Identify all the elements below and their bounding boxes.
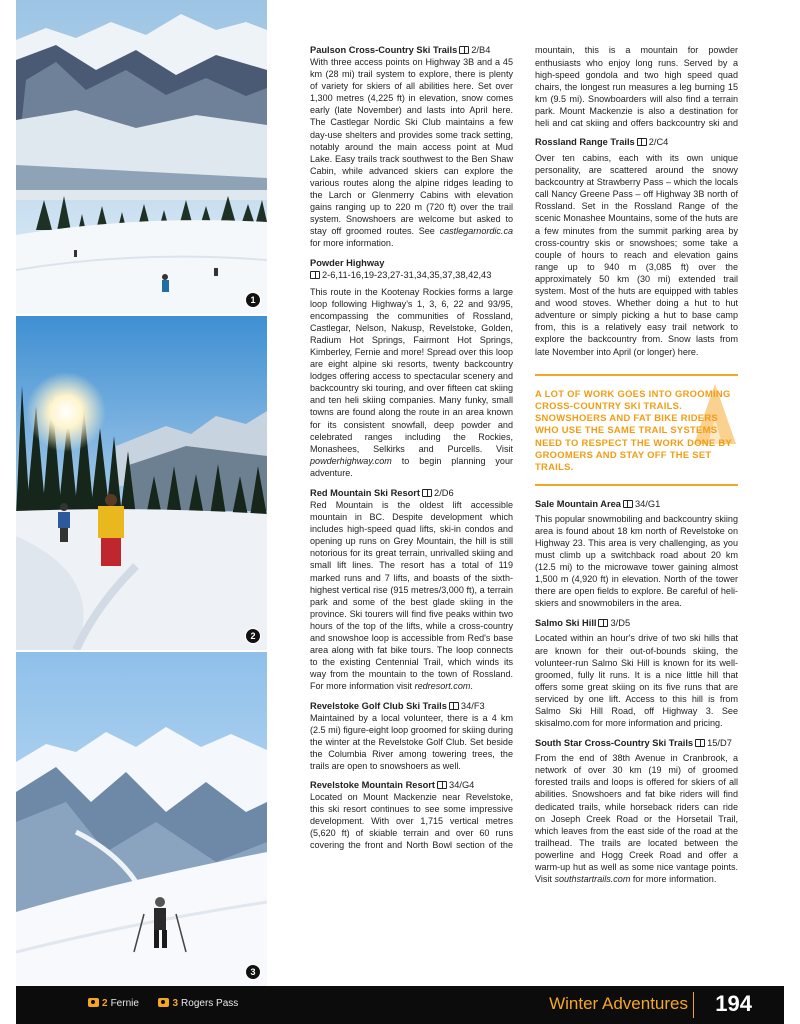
callout-text: A LOT OF WORK GOES INTO GROOMING CROSS-COUNTRY SKI TRAILS. SNOWSHOERS AND FAT BIKE RIDERS WHO USE THE SAME TRAIL SYSTEMS NEED TO RESPECT THE WORK DONE BY GROOMERS AND STAY OFF THE SET TRAILS. — [535, 387, 732, 473]
heading-salmo-ski-hill: Salmo Ski Hill 3/D5 — [535, 618, 631, 629]
callout-box — [535, 374, 738, 486]
map-book-icon — [598, 619, 608, 627]
photo-1 — [16, 0, 267, 314]
photo-2 — [16, 316, 267, 650]
footer-divider — [693, 992, 694, 1018]
page-number: 194 — [715, 991, 752, 1016]
heading-sale-mountain: Sale Mountain Area 34/G1 — [535, 498, 661, 509]
section-title: Winter Adventures — [549, 994, 688, 1013]
link-southstartrails[interactable]: southstartrails.com — [554, 874, 631, 885]
photo-3 — [16, 652, 267, 986]
page-footer — [16, 986, 784, 1024]
photo-number-2: 2 — [245, 628, 261, 644]
link-powderhighway[interactable]: powderhighway.com — [310, 455, 392, 466]
paragraph-rossland-range: Over ten cabins, each with its own unique personality, are scattered around the snowy backcountry at Strawberry Pass – which the locals call Nancy Greene Pass – off Highway 3B north of Rossland. Set in the Rossland Range of the scenic Monashee Mountains, some of the huts are a few minutes from the summit parking area by cross-country skis or snowshoes; some take a couple of hours to reach and elevation gains range up to 940 m (3,085 ft) over the approximately 50 km (30 mi) extended trail system. Most of the huts are equipped with tables and wood stoves. Whether doing a hut to hut adventure or simply picking a hut to base camp from, this is a relatively easy trail network to explore the backcountry from. Snow lasts from late November into April (or longer) here. — [535, 153, 738, 357]
powder-highway-refs: 2-6,11-16,19-23,27-31,34,35,37,38,42,43 — [310, 269, 513, 281]
paragraph-powder-highway: This route in the Kootenay Rockies forms a large loop following Highway's 1, 3, 6, 22 and 93/95, encompassing the communities of Rossland, Castlegar, Nelson, Nakusp, Revelstoke, Golden, Radium Hot Springs, Fairmont Hot Springs, Kimberley, Fernie and more! Spread over this loop are eight alpine ski resorts, twenty backcountry lodges offering access to spectacular scenery and backcountry ski touring, and over fifteen cat skiing and ten heli skiing companies. Many funky, small towns are found along the route in an area known for its consistent snowfall, deep powder and celebrated ranges including the Rockies, Monashees, Selkirks and Purcells. Visit powderhighway.com to begin planning your adventure. — [310, 286, 514, 478]
heading-red-mountain: Red Mountain Ski Resort 2/D6 — [310, 488, 454, 498]
paragraph-sale-mountain: This popular snowmobiling and backcountry skiing area is found about 18 km north of Revelstoke on Highway 23. This area is very challenging, as you must climb up a switchback road about 20 km (12.5 mi) to the microwave tower gaining almost 1,500 m (4,920 ft) in elevation. North of the tower there are open fields to explore. Be careful of heli-skiers and snowmobilers in the area. — [535, 513, 738, 609]
photo-captions — [88, 998, 238, 1009]
heading-revelstoke-resort: Revelstoke Mountain Resort 34/G4 — [310, 779, 475, 790]
caption-label: Rogers Pass — [181, 998, 239, 1009]
caption-label: Fernie — [110, 998, 139, 1009]
map-book-icon — [422, 489, 432, 497]
link-castlegarnordic[interactable]: castlegarnordic.ca — [439, 226, 513, 237]
paragraph-revelstoke-resort-part2: mountain, this is a mountain for powder enthusiasts who enjoy long runs. Served by a high-speed gondola and two high speed quad chairs, the longest run measures a leg burning 15 km (9.5 mi). Snowboarders will also find a terrain park. Mount Mackenzie is also a destination for heli and cat skiing and offers backcountry ski and — [535, 45, 738, 129]
heading-revelstoke-golf: Revelstoke Golf Club Ski Trails 34/F3 — [310, 700, 485, 711]
paragraph-red-mountain: Red Mountain is the oldest lift accessible mountain in BC. Despite development which includes high-speed quad lifts, ski-in condos and opening up runs on Grey Mountain, the hill is still notorious for its great terrain, unrivalled skiing and small lift lines. The resort has a total of 119 marked runs and 7 lifts, and boasts of the sixth-highest vertical rise (915 metres/3,000 ft), a terrain park and some of the best glade skiing in the province. Ski tourers will find five peaks within two hours of the top of the lifts, while a cross-country and snowshoe loop is accessible from Red's base area along with fat bike tours. The loop connects to the existing Centennial Trail, which winds its way from the mountain to the town of Rossland. For more information visit redresort.com. — [310, 500, 513, 692]
text-column-left — [310, 44, 513, 858]
heading-paulson: Paulson Cross-Country Ski Trails 2/B4 — [310, 45, 491, 55]
caption-number: 3 — [172, 998, 179, 1009]
photo-number-3: 3 — [245, 964, 261, 980]
caption-number: 2 — [102, 998, 108, 1009]
heading-south-star: South Star Cross-Country Ski Trails 15/D7 — [535, 738, 732, 749]
map-book-icon — [695, 739, 705, 747]
camera-icon — [88, 998, 99, 1007]
camera-icon — [158, 998, 169, 1007]
photo-number-1: 1 — [245, 292, 261, 308]
map-book-icon — [437, 781, 447, 789]
link-redresort[interactable]: redresort.com — [414, 681, 471, 692]
text-column-right — [535, 44, 738, 892]
map-book-icon — [449, 702, 459, 710]
paragraph-south-star: From the end of 38th Avenue in Cranbrook, a network of over 30 km (19 mi) of groomed forested trails and loops is offered for skiers of all abilities. Snowshoers and fat bike riders will find dedicated trails, while horseback riders can ride on Joseph Creek Road or the Horsetail Trail, which leaves from the east side of the road at the trailhead. The trails are located between the powerline and Hogg Creek Road and offer a warm-up hut as well as some nice vantage points. Visit southstartrails.com for more information. — [535, 753, 738, 885]
map-book-icon — [310, 271, 320, 279]
heading-rossland-range: Rossland Range Trails 2/C4 — [535, 137, 669, 147]
paragraph-revelstoke-golf: Maintained by a local volunteer, there is a 4 km (2.5 mi) figure-eight loop groomed for skiing during the winter at the Revelstoke Golf Club. Set beside the Columbia River among towering trees, the trails are open to snowshoers as well. — [310, 712, 513, 771]
paragraph-salmo-ski-hill: Located within an hour's drive of two ski hills that are known for their out-of-bounds skiing, the volunteer-run Salmo Ski Hill is known for its well-groomed, fully lit runs. It is a nice little hill that offers some great skiing on its five runs that are serviced by one lift. Access to this hill is from Salmo Ski Hill Road, off Highway 3. See skisalmo.com for more information and pricing. — [535, 633, 738, 729]
heading-powder-highway: Powder Highway — [310, 257, 385, 268]
map-book-icon — [637, 138, 647, 146]
paragraph-paulson: With three access points on Highway 3B and a 45 km (28 mi) trail system to explore, there is plenty of variety for skiers of all abilities here. Set over 1,300 metres (4,225 ft) in elevation, snow comes early (late November) and lasts into April here. The Castlegar Nordic Ski Club maintains a few day-use shelters and provides some track setting, notably around the main access point at Mud Lake. Easy trails track southwest to the Ben Shaw Cabin, while advanced skiers can explore the various routes along the alpine ridges leading to the Larch or Glenmerry Cabins with elevation gains ranging up to 220 m (720 ft) over the trail system. Snowshoers are welcome but asked to stay off groomed routes. See castlegarnordic.ca for more information. — [310, 57, 513, 249]
map-book-icon — [459, 46, 469, 54]
map-book-icon — [623, 500, 633, 508]
paragraph-revelstoke-resort-part1: Located on Mount Mackenzie near Revelstoke, this ski resort continues to see some impressive development. With over 1,715 vertical metres (5,620 ft) of skiable terrain and over 60 runs covering the front and North Bowl section of the — [310, 791, 513, 851]
